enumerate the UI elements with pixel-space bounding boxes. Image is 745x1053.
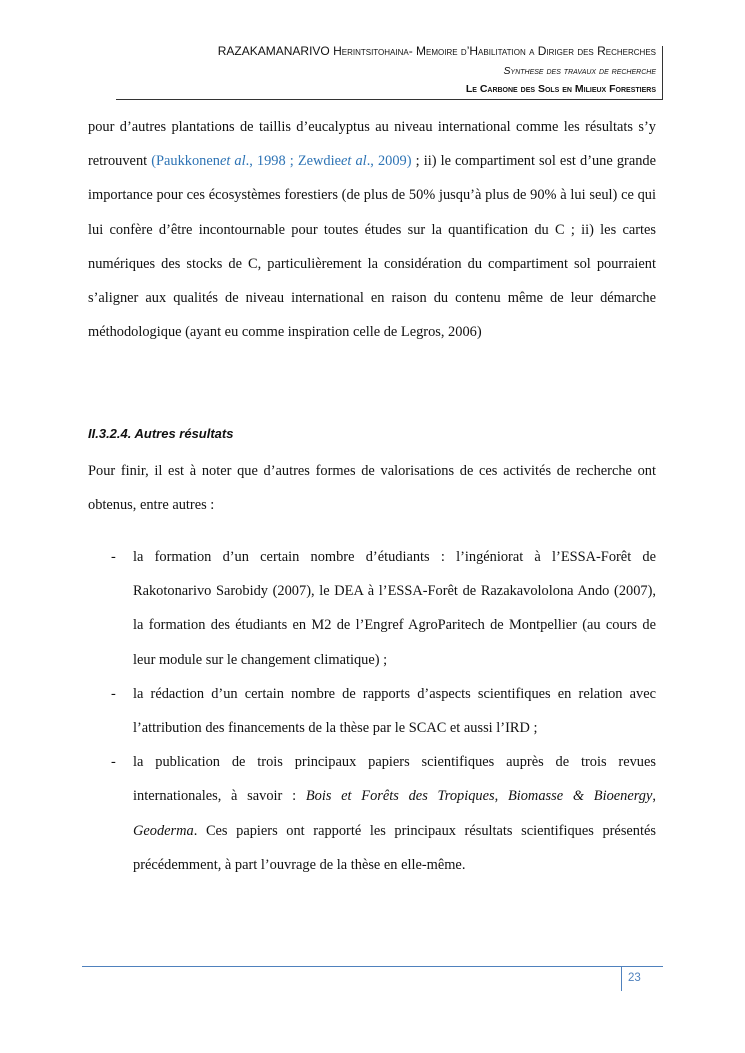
list-item-text: la rédaction d’un certain nombre de rapports d’aspects scientifiques en relation avec l’attribution des financements de la thèse par le SCAC et aussi l’IRD ; <box>133 685 656 737</box>
citation-et-al: et al <box>219 153 246 170</box>
journal-name: Bois et Forêts des Tropiques <box>305 788 495 805</box>
list-item-text: la publication de trois principaux papiers scientifiques auprès de trois revues internationales, à savoir : <box>133 754 656 805</box>
body-paragraph-2: Pour finir, il est à noter que d’autres formes de valorisations de ces activités de recherche ont obtenus, entre autres : <box>88 463 656 514</box>
list-item-text: . Ces papiers ont rapporté les principaux résultats scientifiques présentés précédemment, à part l’ouvrage de la thèse en elle-même. <box>133 822 656 873</box>
list-dash: - <box>111 685 116 702</box>
header-horizontal-rule <box>116 99 663 100</box>
list-item <box>88 540 656 677</box>
separator: , <box>652 788 656 805</box>
list-dash: - <box>111 549 116 565</box>
list-dash: - <box>111 754 116 771</box>
list-item <box>88 677 656 745</box>
citation-text: ., 1998 ; Zewdie <box>245 153 342 170</box>
results-list <box>88 540 656 882</box>
paragraph-text: ; ii) le compartiment sol est d’une grande importance pour ces écosystèmes forestiers (de plus de 50% jusqu’à plus de 90% à lui seul) ce qui lui confère d’être incontournable pour toutes études sur la quantification du C ; ii) les cartes numériques des stocks de C, particulièrement la considération du compartiment sol pourraient s’aligner aux qualités de niveau international en raison du contenu même de leur démarche méthodologique (ayant eu comme inspiration celle de Legros, 2006) <box>88 153 656 341</box>
section-heading: II.3.2.4. Autres résultats <box>88 426 234 441</box>
separator: , <box>494 788 508 805</box>
footer-rule <box>82 966 663 967</box>
footer-vertical-rule <box>621 966 622 991</box>
citation-text: (Paukkonen <box>151 153 220 170</box>
list-item <box>88 745 656 882</box>
page-number: 23 <box>628 972 641 984</box>
running-header-subtitle: Synthese des travaux de recherche <box>503 65 656 77</box>
body-paragraph-1 <box>88 110 656 349</box>
list-item-text: la formation d’un certain nombre d’étudiants : l’ingéniorat à l’ESSA-Forêt de Rakotonarivo Sarobidy (2007), le DEA à l’ESSA-Forêt de Razakavololona Ando (2007), la formation des étudiants en M2 de l’Engref AgroParitech de Montpellier (au cours de leur module sur le changement climatique) ; <box>133 549 656 668</box>
citation-text: ., 2009) <box>366 153 412 170</box>
citation-link[interactable] <box>151 153 411 169</box>
journal-name: Geoderma <box>133 822 194 839</box>
running-header-title <box>218 44 656 58</box>
running-header-section: Le Carbone des Sols en Milieux Forestiers <box>465 83 656 95</box>
paragraph-text: pour d’autres plantations de taillis d’eucalyptus au niveau international comme les résultats s’y retrouvent <box>88 119 656 170</box>
header-author-name: RAZAKAMANARIVO <box>217 44 334 58</box>
citation-et-al: et al <box>341 153 367 170</box>
header-title-rest: Herintsitohaina- Memoire d’Habilitation a Diriger des Recherches <box>333 44 656 58</box>
header-vertical-rule <box>662 46 663 99</box>
journal-name: Biomasse & Bioenergy <box>507 788 653 805</box>
